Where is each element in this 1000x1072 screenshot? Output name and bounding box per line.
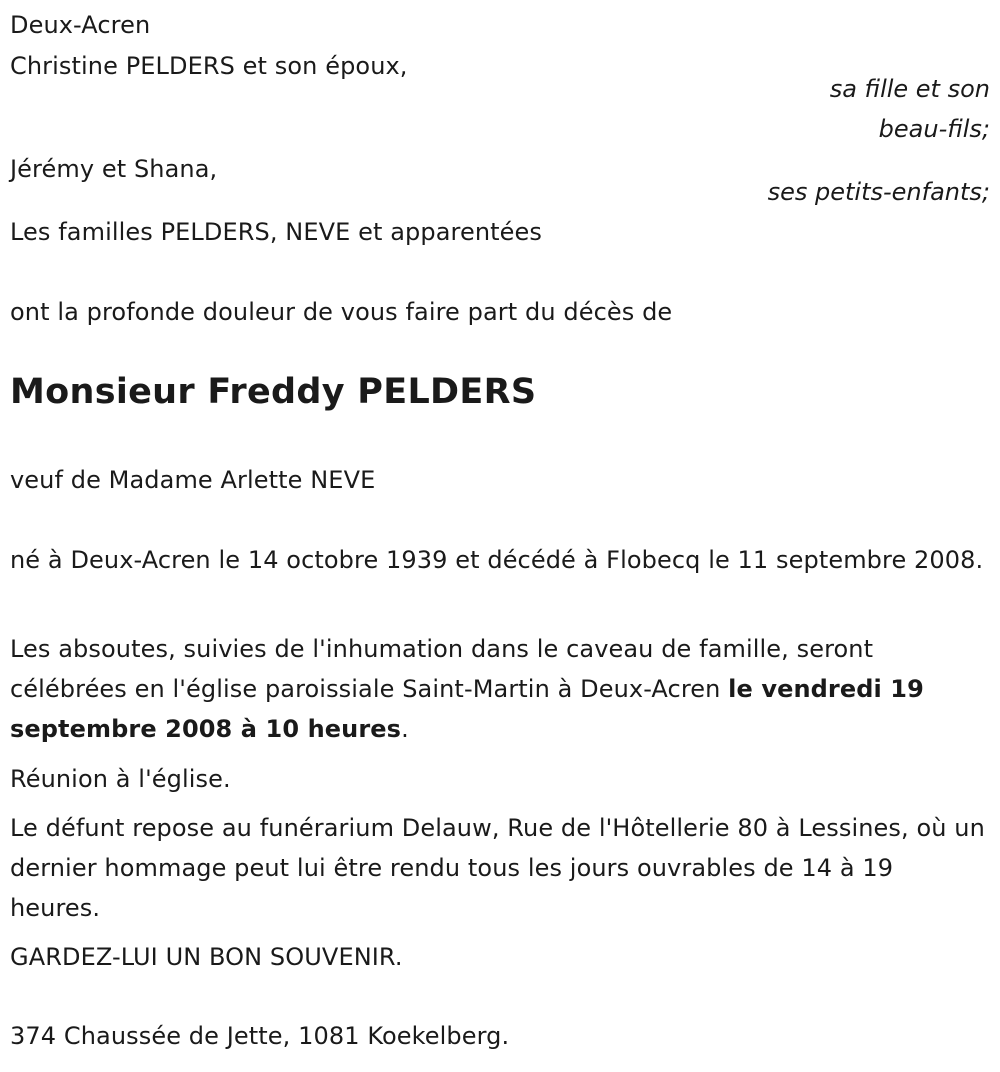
daughter-relation-line2: beau-fils;: [878, 115, 990, 143]
meeting-line: Réunion à l'église.: [10, 765, 231, 793]
announcement-intro: ont la profonde douleur de vous faire part du décès de: [10, 298, 673, 326]
daughter-line: Christine PELDERS et son époux,: [10, 52, 408, 80]
grandchildren-relation: ses petits-enfants;: [767, 178, 990, 206]
widower-line: veuf de Madame Arlette NEVE: [10, 466, 376, 494]
deceased-name: Monsieur Freddy PELDERS: [10, 372, 537, 412]
address-line: 374 Chaussée de Jette, 1081 Koekelberg.: [10, 1022, 510, 1050]
obituary-notice: [10, 0, 990, 1072]
ceremony-text: Les absoutes, suivies de l'inhumation dans le caveau de famille, seront célébrées en l'église paroissiale Saint-Martin à Deux-Acren: [10, 635, 874, 703]
families-line: Les familles PELDERS, NEVE et apparentées: [10, 218, 542, 246]
location-heading: Deux-Acren: [10, 11, 151, 39]
ceremony-text-end: .: [401, 715, 409, 743]
visitation-paragraph: Le défunt repose au funérarium Delauw, Rue de l'Hôtellerie 80 à Lessines, où un dernier hommage peut lui être rendu tous les jours ouvrables de 14 à 19 heures.: [10, 814, 985, 922]
birth-death-paragraph: né à Deux-Acren le 14 octobre 1939 et décédé à Flobecq le 11 septembre 2008.: [10, 546, 984, 574]
ceremony-date-time: le vendredi 19 septembre 2008 à 10 heures: [10, 675, 924, 743]
remembrance-line: GARDEZ-LUI UN BON SOUVENIR.: [10, 943, 403, 971]
grandchildren-line: Jérémy et Shana,: [10, 155, 218, 183]
ceremony-paragraph: [10, 629, 990, 749]
daughter-relation-line1: sa fille et son: [829, 75, 990, 103]
